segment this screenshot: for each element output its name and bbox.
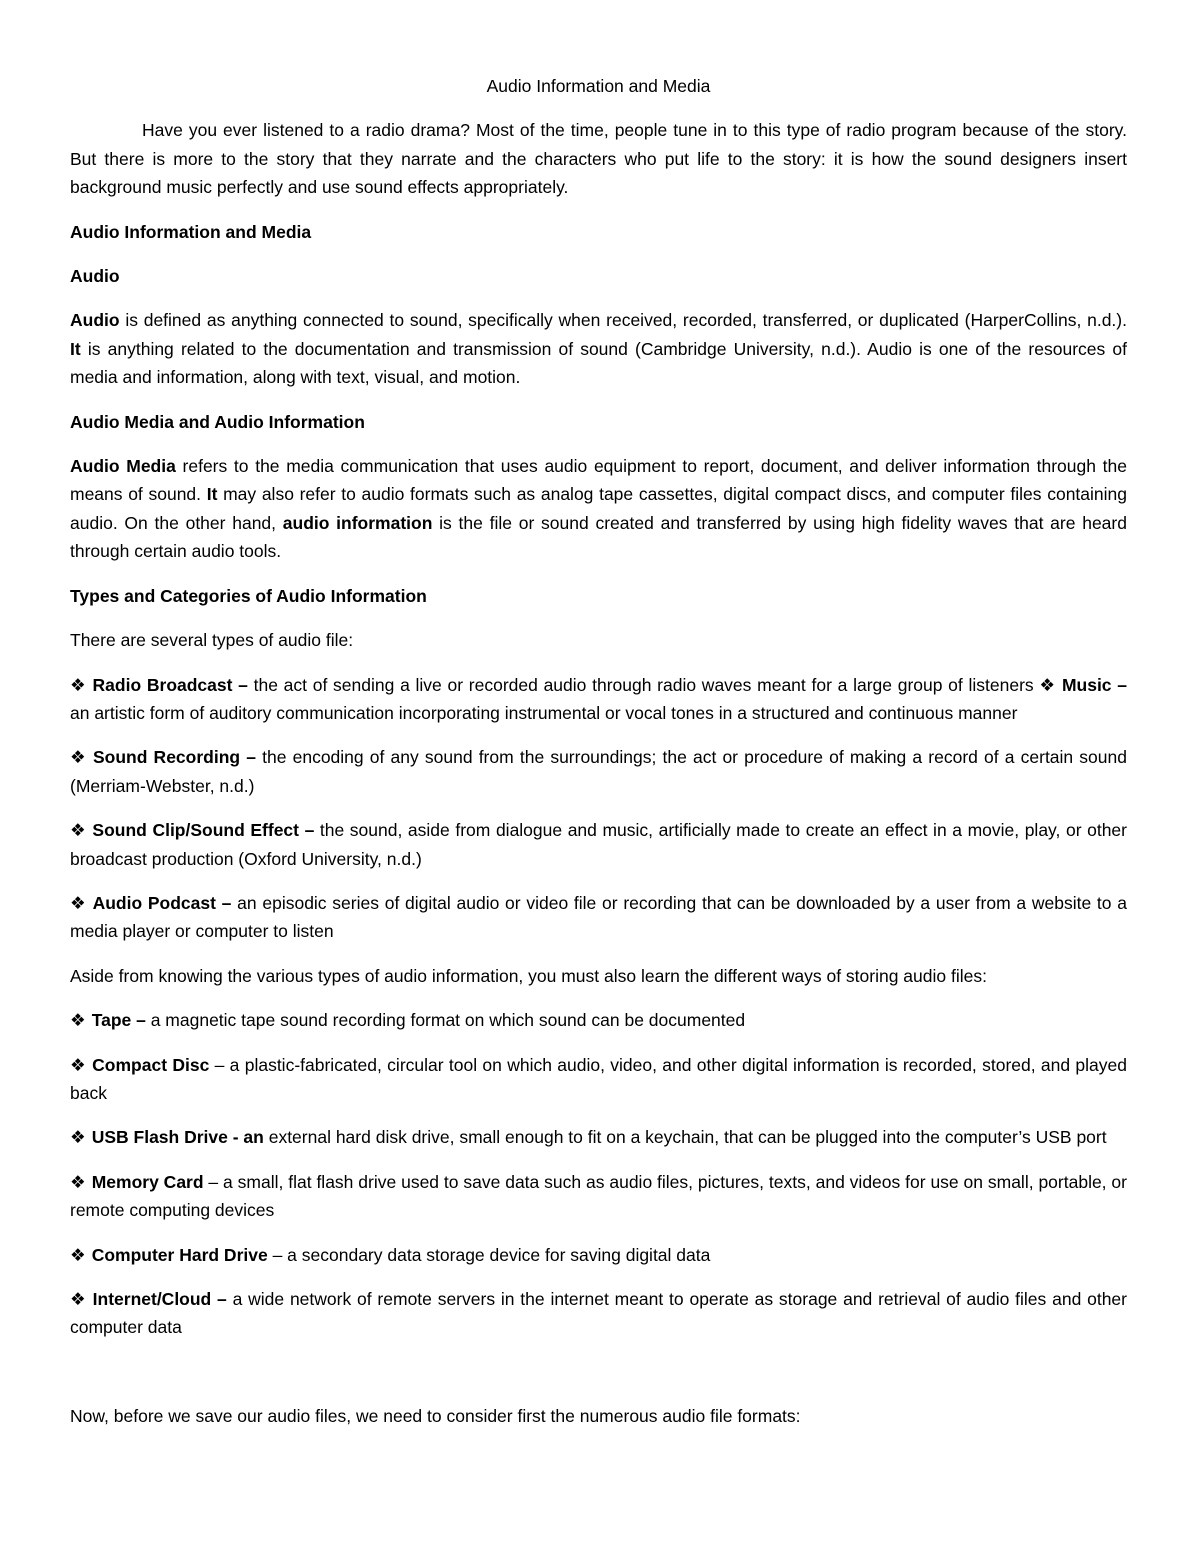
storage-text: – a secondary data storage device for saving digital data [267, 1244, 711, 1265]
storage-intro: Aside from knowing the various types of audio information, you must also learn the different ways of storing audio files: [70, 965, 987, 986]
blank-line [70, 1358, 1127, 1402]
bullet-icon: ❖ [70, 1010, 86, 1031]
bullet-icon: ❖ [70, 1171, 86, 1192]
storage-item-internet-cloud [70, 1285, 1127, 1342]
storage-term: Compact Disc [92, 1054, 210, 1075]
storage-text: external hard disk drive, small enough to fit on a keychain, that can be plugged into the computer’s USB port [263, 1127, 1107, 1148]
type-term: Sound Recording – [92, 747, 256, 768]
type-text: an artistic form of auditory communication incorporating instrumental or vocal tones in a structured and continuous manner [70, 702, 1018, 723]
storage-item-compact-disc [70, 1051, 1127, 1108]
type-item-radio-music [70, 671, 1127, 728]
storage-term: Internet/Cloud – [92, 1289, 227, 1309]
storage-text: a wide network of remote servers in the internet meant to operate as storage and retrieval of audio files and other computer data [70, 1289, 1127, 1338]
bullet-icon: ❖ [70, 1244, 86, 1265]
heading-audio: Audio [70, 266, 120, 287]
type-text: the act of sending a live or recorded audio through radio waves meant for a large group of listeners [247, 674, 1040, 695]
heading-types-and-categories: Types and Categories of Audio Information [70, 585, 427, 606]
bullet-icon: ❖ [70, 1289, 87, 1309]
audio-media-text-3: is the file or sound created and transferred by using high fidelity waves that are heard through certain audio tools. [70, 512, 1127, 562]
storage-item-tape [70, 1006, 1127, 1034]
storage-text: a magnetic tape sound recording format on which sound can be documented [145, 1010, 746, 1031]
storage-item-memory-card [70, 1168, 1127, 1225]
bullet-icon: ❖ [70, 1054, 87, 1075]
types-intro: There are several types of audio file: [70, 630, 354, 651]
storage-text: – a plastic-fabricated, circular tool on which audio, video, and other digital information is recorded, stored, and played back [70, 1054, 1127, 1103]
type-text: the sound, aside from dialogue and music, artificially made to create an effect in a movie, play, or other broadcast production (Oxford University, n.d.) [70, 820, 1127, 869]
type-term: Radio Broadcast – [92, 674, 248, 695]
closing-paragraph: Now, before we save our audio files, we need to consider first the numerous audio file formats: [70, 1405, 801, 1426]
bullet-icon: ❖ [70, 1127, 86, 1148]
audio-media-it: It [206, 484, 218, 505]
storage-term: Tape – [91, 1010, 146, 1031]
storage-item-usb-flash-drive [70, 1123, 1127, 1151]
audio-media-text-1: refers to the media communication that uses audio equipment to report, document, and deliver information through the means of sound. [70, 456, 1127, 505]
type-term: Sound Clip/Sound Effect – [92, 820, 315, 841]
document-title: Audio Information and Media [486, 76, 711, 96]
bullet-icon: ❖ [70, 674, 87, 695]
audio-definition-it: It [70, 338, 81, 359]
audio-media-paragraph [70, 452, 1127, 566]
intro-paragraph: Have you ever listened to a radio drama? Most of the time, people tune in to this type of radio program because of the story. But there is more to the story that they narrate and the characters who put life to the story: it is how the sound designers insert background music perfectly and use sound effects appropriately. [70, 120, 1127, 198]
type-text: an episodic series of digital audio or video file or recording that can be downloaded by a user from a website to a media player or computer to listen [70, 892, 1127, 942]
type-term: Audio Podcast – [92, 892, 232, 913]
storage-term: USB Flash Drive - an [91, 1127, 264, 1148]
audio-media-text-2: may also refer to audio formats such as analog tape cassettes, digital compact discs, and computer files containing audio. On the other hand, [70, 484, 1127, 533]
audio-definition-paragraph [70, 306, 1127, 391]
document-page [70, 72, 1127, 1446]
type-item-sound-recording [70, 743, 1127, 800]
audio-definition-text-1: is defined as anything connected to sound, specifically when received, recorded, transferred, or duplicated (HarperCollins, n.d.). [119, 310, 1127, 331]
storage-item-computer-hard-drive [70, 1241, 1127, 1269]
bullet-icon: ❖ [1039, 674, 1056, 695]
type-item-audio-podcast [70, 889, 1127, 946]
audio-information-term: audio information [282, 512, 433, 533]
storage-term: Memory Card [91, 1171, 204, 1192]
bullet-icon: ❖ [70, 892, 87, 913]
type-text: the encoding of any sound from the surroundings; the act or procedure of making a record of a certain sound (Merriam-Webster, n.d.) [70, 747, 1127, 796]
heading-audio-information-and-media: Audio Information and Media [70, 221, 312, 242]
audio-media-term: Audio Media [70, 456, 176, 477]
audio-term: Audio [70, 310, 120, 331]
storage-text: – a small, flat flash drive used to save data such as audio files, pictures, texts, and videos for use on small, portable, or remote computing devices [70, 1171, 1127, 1221]
bullet-icon: ❖ [70, 747, 87, 768]
type-item-sound-clip [70, 816, 1127, 873]
storage-term: Computer Hard Drive [91, 1244, 268, 1265]
type-term: Music – [1061, 674, 1127, 695]
bullet-icon: ❖ [70, 820, 87, 841]
heading-audio-media-and-audio-information: Audio Media and Audio Information [70, 411, 365, 432]
audio-definition-text-2: is anything related to the documentation and transmission of sound (Cambridge University, n.d.). Audio is one of the resources of media and information, along with text, visual, and motion. [70, 338, 1127, 388]
